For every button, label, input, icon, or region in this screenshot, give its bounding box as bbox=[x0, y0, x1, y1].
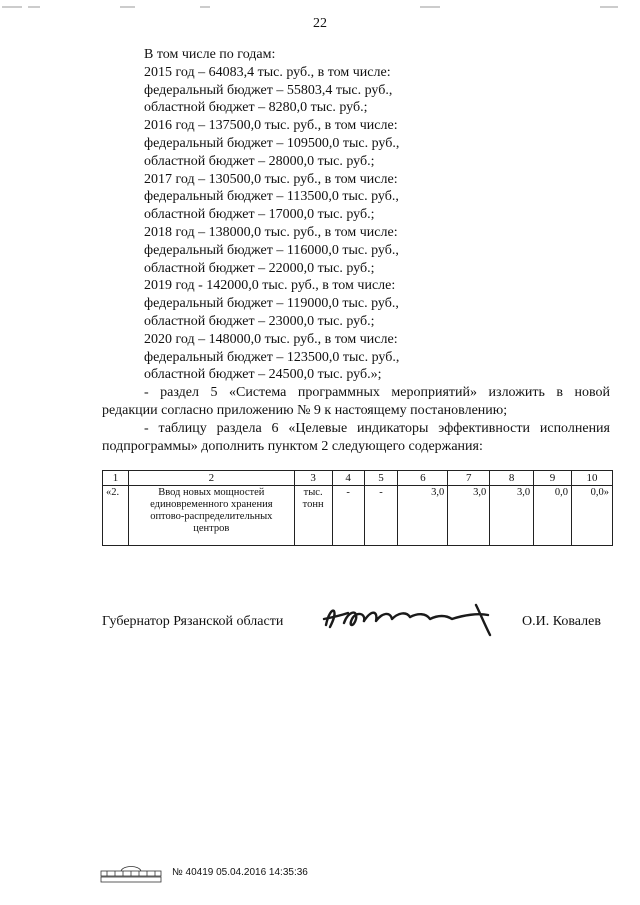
budget-line: 2016 год – 137500,0 тыс. руб., в том числе: bbox=[144, 118, 398, 134]
column-header: 5 bbox=[364, 471, 398, 486]
registry-stamp-icon bbox=[99, 862, 163, 884]
column-header: 7 bbox=[448, 471, 490, 486]
budget-line: федеральный бюджет – 123500,0 тыс. руб., bbox=[144, 349, 400, 365]
table-row bbox=[103, 486, 613, 546]
row-number-cell: «2. bbox=[103, 486, 129, 546]
column-header: 4 bbox=[332, 471, 364, 486]
column-header: 3 bbox=[294, 471, 332, 486]
budget-line: федеральный бюджет – 116000,0 тыс. руб., bbox=[144, 242, 399, 258]
indicators-table bbox=[102, 470, 613, 546]
budget-line: 2017 год – 130500,0 тыс. руб., в том числе: bbox=[144, 171, 398, 187]
value-cell: - bbox=[332, 486, 364, 546]
paragraph-first-line: - таблицу раздела 6 «Целевые индикаторы эффективности исполнения bbox=[144, 421, 610, 436]
paragraph-second-line: редакции согласно приложению № 9 к настоящему постановлению; bbox=[102, 402, 508, 418]
column-header: 9 bbox=[534, 471, 572, 486]
budget-line: федеральный бюджет – 109500,0 тыс. руб., bbox=[144, 135, 400, 151]
budget-line: 2019 год - 142000,0 тыс. руб., в том числе: bbox=[144, 278, 396, 294]
budget-line: областной бюджет – 17000,0 тыс. руб.; bbox=[144, 207, 375, 223]
signatory-name: О.И. Ковалев bbox=[522, 614, 601, 629]
amendment-paragraph-table-6 bbox=[102, 420, 610, 456]
column-header: 10 bbox=[572, 471, 613, 486]
registration-stamp-text: № 40419 05.04.2016 14:35:36 bbox=[172, 867, 308, 878]
budget-line: федеральный бюджет – 55803,4 тыс. руб., bbox=[144, 82, 393, 98]
budget-line: федеральный бюджет – 113500,0 тыс. руб., bbox=[144, 189, 399, 205]
signatory-title: Губернатор Рязанской области bbox=[102, 614, 284, 629]
table-header-row bbox=[103, 471, 613, 486]
column-header: 8 bbox=[490, 471, 534, 486]
value-cell: 3,0 bbox=[490, 486, 534, 546]
budget-line: областной бюджет – 8280,0 тыс. руб.; bbox=[144, 100, 368, 116]
value-cell: 3,0 bbox=[398, 486, 448, 546]
budget-line: областной бюджет – 28000,0 тыс. руб.; bbox=[144, 153, 375, 169]
column-header: 6 bbox=[398, 471, 448, 486]
value-cell: 3,0 bbox=[448, 486, 490, 546]
value-cell: 0,0 bbox=[534, 486, 572, 546]
scan-edge-marks bbox=[0, 4, 640, 10]
column-header: 2 bbox=[128, 471, 294, 486]
value-cell: - bbox=[364, 486, 398, 546]
budget-line: 2015 год – 64083,4 тыс. руб., в том числе: bbox=[144, 64, 391, 80]
budget-line: 2020 год – 148000,0 тыс. руб., в том числе: bbox=[144, 331, 398, 347]
handwritten-signature bbox=[318, 597, 518, 637]
page-number: 22 bbox=[313, 16, 327, 31]
budget-line: областной бюджет – 24500,0 тыс. руб.»; bbox=[144, 367, 382, 383]
indicator-name-cell: Ввод новых мощностей единовременного хранения оптово-распределительных центров bbox=[128, 486, 294, 546]
paragraph-first-line: - раздел 5 «Система программных мероприятий» изложить в новой bbox=[144, 385, 610, 400]
budget-line: 2018 год – 138000,0 тыс. руб., в том числе: bbox=[144, 224, 398, 240]
column-header: 1 bbox=[103, 471, 129, 486]
budget-line: В том числе по годам: bbox=[144, 47, 276, 62]
paragraph-second-line: подпрограммы» дополнить пунктом 2 следующего содержания: bbox=[102, 438, 483, 454]
unit-cell: тыс. тонн bbox=[294, 486, 332, 546]
budget-line: областной бюджет – 23000,0 тыс. руб.; bbox=[144, 313, 375, 329]
value-cell: 0,0» bbox=[572, 486, 613, 546]
budget-breakdown bbox=[144, 46, 399, 384]
amendment-paragraph-section-5 bbox=[102, 384, 610, 420]
budget-line: федеральный бюджет – 119000,0 тыс. руб., bbox=[144, 296, 399, 312]
budget-line: областной бюджет – 22000,0 тыс. руб.; bbox=[144, 260, 375, 276]
